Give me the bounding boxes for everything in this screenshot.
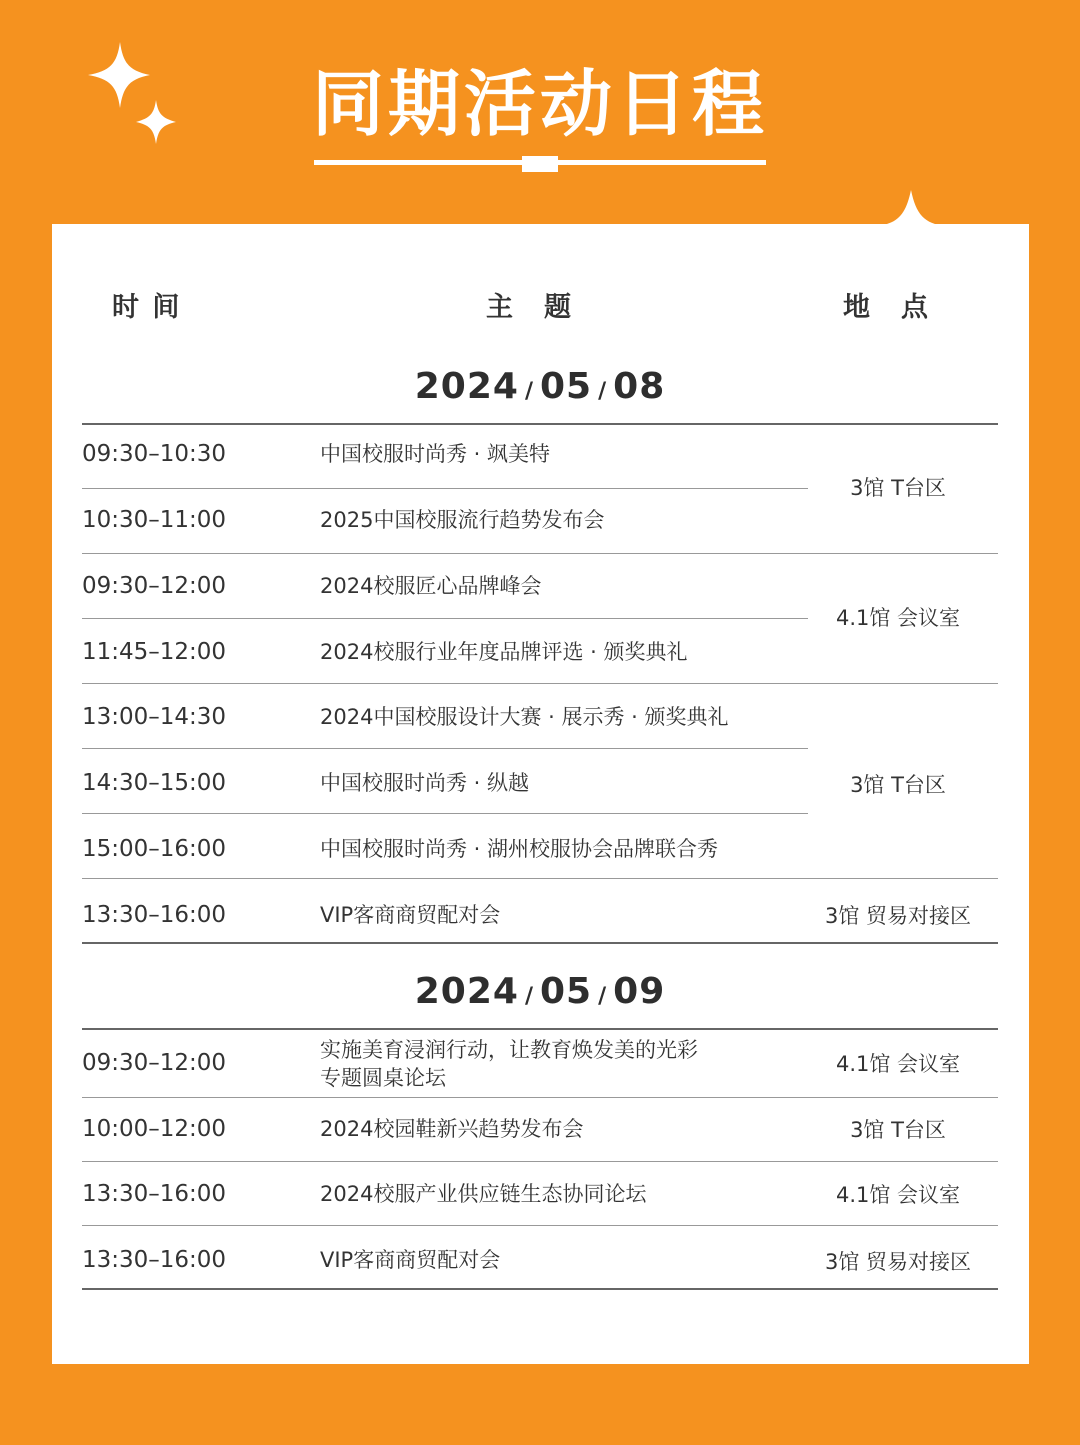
divider [82,683,998,684]
location-cell: 4.1馆 会议室 [835,606,961,630]
time-cell: 09:30–12:00 [82,1050,227,1076]
topic-cell: 2024校服产业供应链生态协同论坛 [320,1182,647,1206]
date-month: 05 [539,366,593,407]
topic-cell: 2024中国校服设计大赛 · 展示秀 · 颁奖典礼 [320,705,729,729]
topic-cell: 2025中国校服流行趋势发布会 [320,508,605,532]
topic-cell-line2: 专题圆桌论坛 [320,1066,446,1090]
topic-cell: 2024校服行业年度品牌评选 · 颁奖典礼 [320,640,688,664]
location-cell: 4.1馆 会议室 [835,1052,961,1076]
location-cell: 3馆 T台区 [850,1118,946,1142]
topic-cell-line1: 实施美育浸润行动，让教育焕发美的光彩 [320,1038,698,1062]
date-month: 05 [539,971,593,1012]
time-cell: 13:30–16:00 [82,1181,227,1207]
title-underline-tab [522,156,558,172]
divider [82,748,808,749]
topic-cell: 中国校服时尚秀 · 飒美特 [320,442,551,466]
time-cell: 14:30–15:00 [82,770,227,796]
header-location: 地 点 [843,292,930,323]
time-cell: 13:00–14:30 [82,704,227,730]
location-cell: 3馆 贸易对接区 [824,1250,972,1274]
page-title: 同期活动日程 [311,62,768,146]
topic-cell: VIP客商商贸配对会 [320,903,501,927]
date-year: 2024 [414,971,519,1012]
divider [82,813,808,814]
time-cell: 10:30–11:00 [82,507,227,533]
date-year: 2024 [414,366,519,407]
date-day: 09 [613,971,666,1012]
divider [82,1161,998,1162]
time-cell: 11:45–12:00 [82,639,227,665]
divider [82,423,998,425]
divider [82,488,808,489]
date-heading-day2: 2024 / 05 / 09 [414,971,666,1012]
divider [82,1097,998,1098]
date-day: 08 [613,366,666,407]
time-cell: 10:00–12:00 [82,1116,227,1142]
divider [82,1225,998,1226]
location-cell: 3馆 T台区 [850,773,946,797]
divider [82,553,998,554]
header-time: 时 间 [112,292,182,323]
topic-cell: 中国校服时尚秀 · 纵越 [320,771,530,795]
card-notch [876,190,946,226]
time-cell: 13:30–16:00 [82,902,227,928]
time-cell: 09:30–10:30 [82,441,227,467]
divider [82,1028,998,1030]
divider [82,878,998,879]
location-cell: 3馆 T台区 [850,476,946,500]
header-topic: 主 题 [486,292,573,323]
divider [82,942,998,944]
topic-cell: VIP客商商贸配对会 [320,1248,501,1272]
divider [82,1288,998,1290]
time-cell: 15:00–16:00 [82,836,227,862]
topic-cell: 中国校服时尚秀 · 湖州校服协会品牌联合秀 [320,837,719,861]
date-heading-day1: 2024 / 05 / 08 [414,366,666,407]
location-cell: 4.1馆 会议室 [835,1183,961,1207]
time-cell: 09:30–12:00 [82,573,227,599]
divider [82,618,808,619]
topic-cell: 2024校园鞋新兴趋势发布会 [320,1117,584,1141]
topic-cell: 2024校服匠心品牌峰会 [320,574,542,598]
location-cell: 3馆 贸易对接区 [824,904,972,928]
time-cell: 13:30–16:00 [82,1247,227,1273]
